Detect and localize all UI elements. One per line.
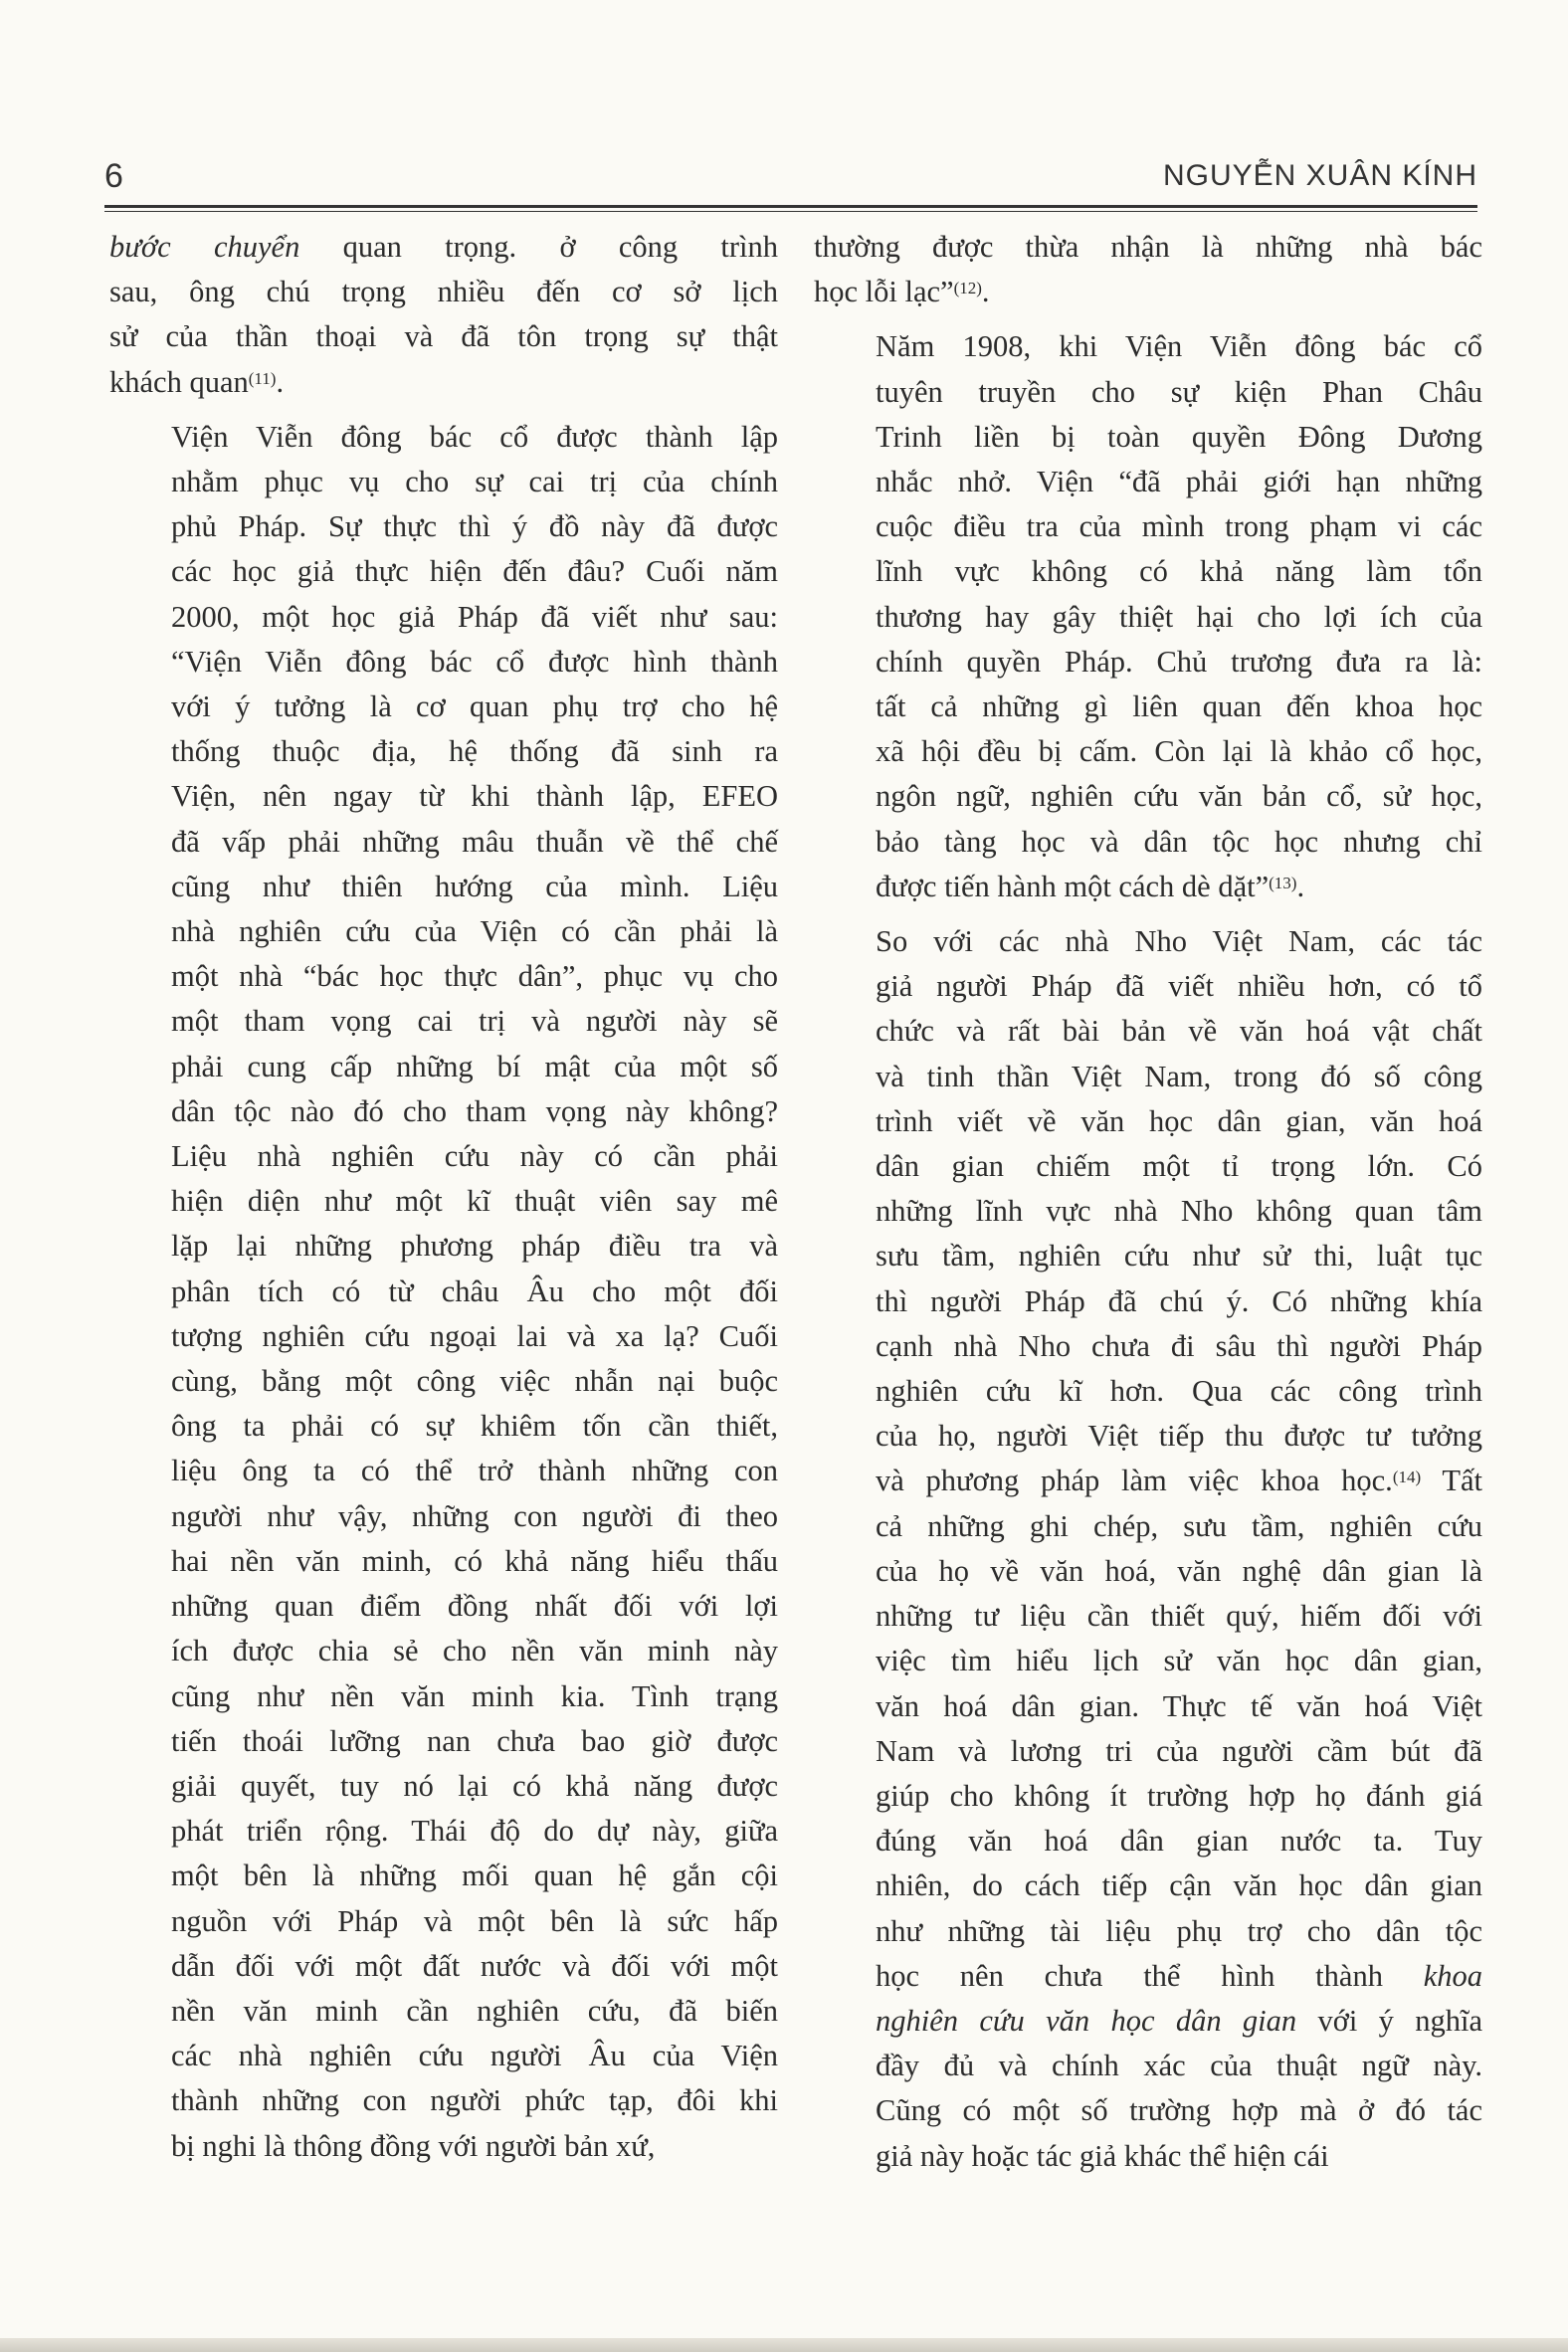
text-line: liệu ông ta có thể trở thành những con <box>171 1454 778 1488</box>
emphasized-text: khoa <box>1423 1958 1482 1993</box>
text-line: nguồn với Pháp và một bên là sức hấp <box>171 1903 778 1938</box>
text-line: một nhà “bác học thực dân”, phục vụ cho <box>171 959 778 994</box>
text-line: của họ, người Việt tiếp thu được tư tưởng <box>876 1419 1482 1454</box>
text-line: thành những con người phức tạp, đôi khi <box>171 2083 778 2118</box>
text-line: ngôn ngữ, nghiên cứu văn bản cổ, sử học, <box>876 779 1482 814</box>
text-line: dẫn đối với một đất nước và đối với một <box>171 1948 778 1983</box>
text-line: phủ Pháp. Sự thực thì ý đồ này đã được <box>171 509 778 544</box>
text-line: văn hoá dân gian. Thực tế văn hoá Việt <box>876 1688 1482 1723</box>
text-line: các học giả thực hiện đến đâu? Cuối năm <box>171 554 778 589</box>
text-line: cạnh nhà Nho chưa đi sâu thì người Pháp <box>876 1328 1482 1363</box>
text-line: phát triển rộng. Thái độ do dự này, giữa <box>171 1814 778 1849</box>
paragraph <box>814 919 1482 2179</box>
text-line: giúp cho không ít trường hợp họ đánh giá <box>876 1778 1482 1813</box>
text-line: việc tìm hiểu lịch sử văn học dân gian, <box>876 1644 1482 1678</box>
text-line: những lĩnh vực nhà Nho không quan tâm <box>876 1194 1482 1229</box>
text-line: Năm 1908, khi Viện Viễn đông bác cổ <box>876 329 1482 364</box>
text-line: sử của thần thoại và đã tôn trọng sự thật <box>109 319 778 354</box>
text-line: nhiên, do cách tiếp cận văn học dân gian <box>876 1868 1482 1903</box>
text-line: những quan điểm đồng nhất đối với lợi <box>171 1589 778 1624</box>
text-line: trình viết về văn học dân gian, văn hoá <box>876 1103 1482 1138</box>
text-line: cũng như nền văn minh kia. Tình trạng <box>171 1678 778 1713</box>
text-line: Viện Viễn đông bác cổ được thành lập <box>171 419 778 454</box>
text-line: một bên là những mối quan hệ gắn cội <box>171 1859 778 1893</box>
text-line: giả người Pháp đã viết nhiều hơn, có tổ <box>876 969 1482 1004</box>
text-line: ông ta phải có sự khiêm tốn cần thiết, <box>171 1409 778 1444</box>
text-line: lặp lại những phương pháp điều tra và <box>171 1229 778 1264</box>
text-line: đã vấp phải những mâu thuẫn về thể chế <box>171 824 778 859</box>
text-line: So với các nhà Nho Việt Nam, các tác <box>876 924 1482 959</box>
text-line: học nên chưa thể hình thành khoa <box>876 1958 1482 1993</box>
text-line: hai nền văn minh, có khả năng hiểu thấu <box>171 1543 778 1578</box>
paragraph <box>814 324 1482 909</box>
paragraph <box>109 415 778 2169</box>
text-line: của họ về văn hoá, văn nghệ dân gian là <box>876 1553 1482 1588</box>
left-column <box>109 225 778 2169</box>
text-line: và tinh thần Việt Nam, trong đó số công <box>876 1059 1482 1093</box>
text-line: cũng như thiên hướng của mình. Liệu <box>171 869 778 903</box>
text-line: hiện diện như một kĩ thuật viên say mê <box>171 1184 778 1219</box>
text-line: khách quan$^{(11)}$. <box>109 364 285 399</box>
text-line: chức và rất bài bản về văn hoá vật chất <box>876 1014 1482 1049</box>
text-line: như những tài liệu phụ trợ cho dân tộc <box>876 1913 1482 1948</box>
text-line: tượng nghiên cứu ngoại lai và xa lạ? Cuối <box>171 1318 778 1353</box>
text-line: giải quyết, tuy nó lại có khả năng được <box>171 1768 778 1803</box>
text-line: Viện, nên ngay từ khi thành lập, EFEO <box>171 779 778 814</box>
running-head: NGUYỄN XUÂN KÍNH <box>1162 159 1477 192</box>
text-line: sưu tầm, nghiên cứu như sử thi, luật tục <box>876 1239 1482 1274</box>
text-line: những tư liệu cần thiết quý, hiếm đối với <box>876 1599 1482 1634</box>
text-line: Trinh liền bị toàn quyền Đông Dương <box>876 419 1482 454</box>
text-line: nền văn minh cần nghiên cứu, đã biến <box>171 1993 778 2028</box>
text-line: cả những ghi chép, sưu tầm, nghiên cứu <box>876 1508 1482 1543</box>
text-line: thống thuộc địa, hệ thống đã sinh ra <box>171 734 778 769</box>
text-line: và phương pháp làm việc khoa học.$^{(14)}$ Tất <box>876 1464 1482 1498</box>
header-rule-thin <box>104 211 1477 212</box>
text-line: học lỗi lạc”$^{(12)}$. <box>814 275 990 309</box>
text-line: bảo tàng học và dân tộc học nhưng chỉ <box>876 824 1482 859</box>
text-line: thì người Pháp đã chú ý. Có những khía <box>876 1283 1482 1318</box>
text-line: thường được thừa nhận là những nhà bác <box>814 230 1482 264</box>
page-header <box>104 157 1477 201</box>
text-line: bước chuyển quan trọng. ở công trình <box>109 230 778 264</box>
text-line: ích được chia sẻ cho nền văn minh này <box>171 1634 778 1668</box>
text-line: với ý tưởng là cơ quan phụ trợ cho hệ <box>171 689 778 724</box>
text-line: chính quyền Pháp. Chủ trương đưa ra là: <box>876 644 1482 679</box>
text-line: đầy đủ và chính xác của thuật ngữ này. <box>876 2049 1482 2083</box>
emphasized-text: bước chuyển <box>109 230 300 264</box>
text-line: “Viện Viễn đông bác cổ được hình thành <box>171 644 778 679</box>
text-line: cuộc điều tra của mình trong phạm vi các <box>876 509 1482 544</box>
text-line: phân tích có từ châu Âu cho một đối <box>171 1274 778 1308</box>
text-line: thương hay gây thiệt hại cho lợi ích của <box>876 599 1482 634</box>
text-line: đúng văn hoá dân gian nước ta. Tuy <box>876 1824 1482 1859</box>
paragraph <box>109 225 778 405</box>
footnote-marker: (14) <box>1392 1468 1422 1487</box>
text-line: Nam và lương tri của người cầm bút đã <box>876 1733 1482 1768</box>
text-line: được tiến hành một cách dè dặt”$^{(13)}$. <box>876 869 1305 903</box>
scan-edge <box>0 2338 1568 2352</box>
text-line: cùng, bằng một công việc nhẫn nại buộc <box>171 1364 778 1399</box>
text-line: tuyên truyền cho sự kiện Phan Châu <box>876 374 1482 409</box>
text-line: Liệu nhà nghiên cứu này có cần phải <box>171 1139 778 1174</box>
text-line: tiến thoái lưỡng nan chưa bao giờ được <box>171 1723 778 1758</box>
right-column <box>814 225 1482 2179</box>
text-line: tất cả những gì liên quan đến khoa học <box>876 689 1482 724</box>
emphasized-text: nghiên cứu văn học dân gian <box>876 2003 1297 2038</box>
paragraph <box>814 225 1482 314</box>
text-line: nhắc nhở. Viện “đã phải giới hạn những <box>876 465 1482 499</box>
text-line: phải cung cấp những bí mật của một số <box>171 1049 778 1083</box>
footnote-marker: (13) <box>1269 873 1297 892</box>
footnote-marker: (11) <box>248 368 277 388</box>
text-line: nghiên cứu kĩ hơn. Qua các công trình <box>876 1374 1482 1409</box>
text-line: dân tộc nào đó cho tham vọng này không? <box>171 1093 778 1128</box>
text-line: 2000, một học giả Pháp đã viết như sau: <box>171 599 778 634</box>
text-line: Cũng có một số trường hợp mà ở đó tác <box>876 2093 1482 2128</box>
page-number: 6 <box>104 157 123 195</box>
text-line: lĩnh vực không có khả năng làm tổn <box>876 554 1482 589</box>
text-line: nhằm phục vụ cho sự cai trị của chính <box>171 465 778 499</box>
text-line: nghiên cứu văn học dân gian với ý nghĩa <box>876 2003 1482 2038</box>
text-line: người như vậy, những con người đi theo <box>171 1498 778 1533</box>
text-line: xã hội đều bị cấm. Còn lại là khảo cổ học, <box>876 734 1482 769</box>
text-line: nhà nghiên cứu của Viện có cần phải là <box>171 914 778 949</box>
footnote-marker: (12) <box>953 279 982 298</box>
text-line: bị nghi là thông đồng với người bản xứ, <box>171 2128 656 2163</box>
text-line: các nhà nghiên cứu người Âu của Viện <box>171 2039 778 2073</box>
header-rule <box>104 205 1477 208</box>
text-line: một tham vọng cai trị và người này sẽ <box>171 1004 778 1039</box>
text-line: giả này hoặc tác giả khác thể hiện cái <box>876 2138 1329 2173</box>
text-line: dân gian chiếm một tỉ trọng lớn. Có <box>876 1149 1482 1184</box>
text-line: sau, ông chú trọng nhiều đến cơ sở lịch <box>109 275 778 309</box>
